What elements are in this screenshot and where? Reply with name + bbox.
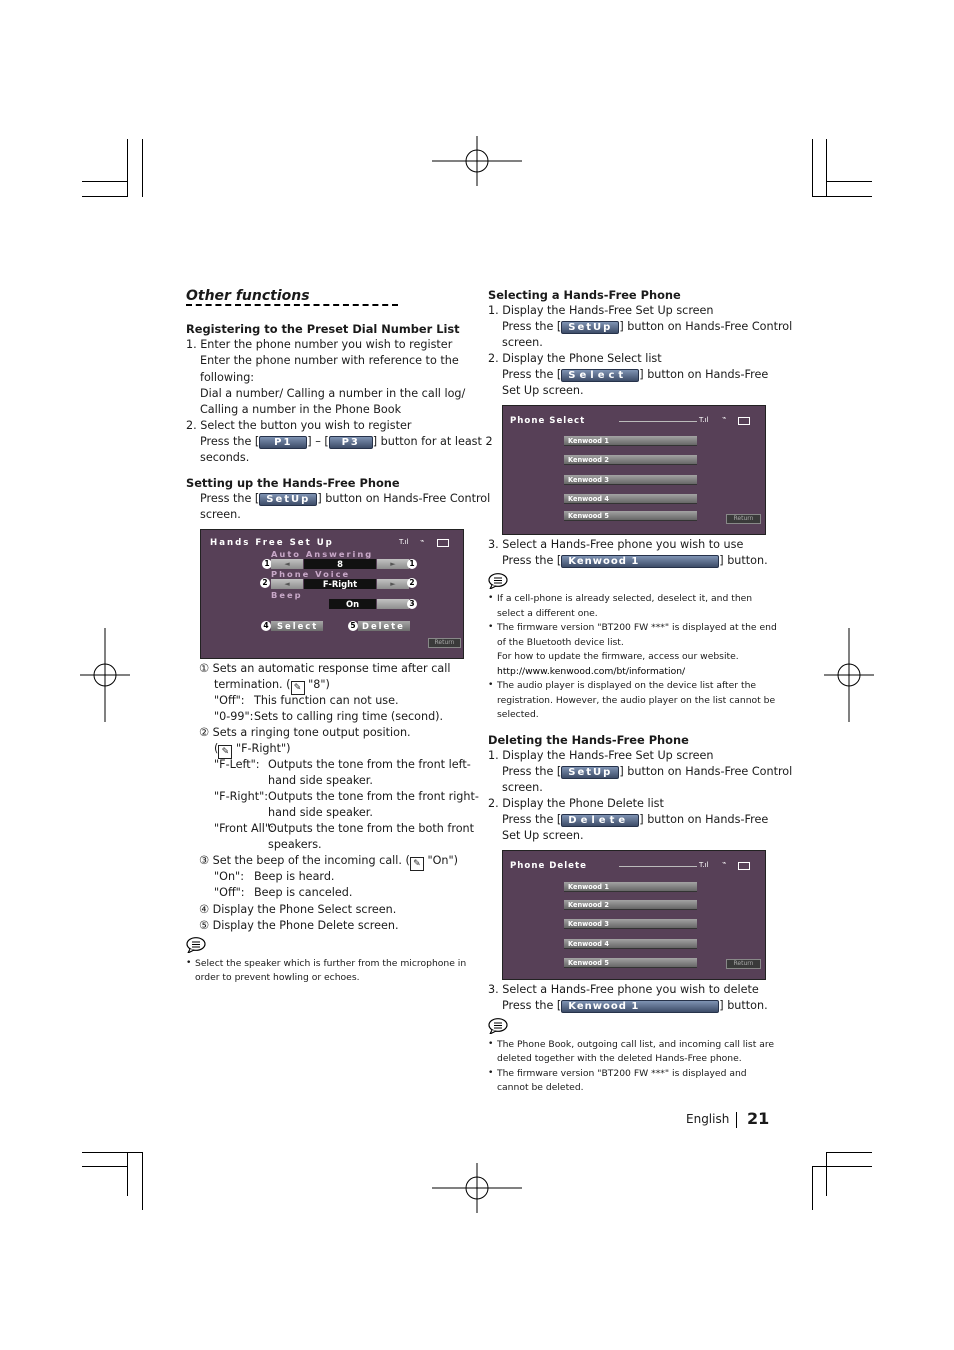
select-note1-line2: select a different one. — [497, 608, 598, 619]
footer-language: English — [686, 1112, 730, 1126]
phone-item-1[interactable]: Kenwood 1 — [564, 436, 697, 446]
item2-line1 — [199, 725, 411, 741]
battery-icon — [738, 417, 750, 425]
delete-step1-line1 — [502, 764, 792, 780]
item4 — [199, 902, 396, 918]
register-step2-line2: seconds. — [200, 451, 250, 464]
bluetooth-icon: ⌁ — [722, 414, 727, 422]
voice-left-arrow[interactable]: ◄ — [271, 579, 303, 589]
select-note2-line2: of the Bluetooth device list. — [497, 637, 624, 648]
screen-title: Phone Delete — [510, 861, 587, 871]
screen-title: Hands Free Set Up — [210, 538, 334, 548]
item2-fl-value2: hand side speaker. — [268, 774, 373, 787]
text: ] button on Hands-Free — [639, 368, 769, 381]
pencil-icon: ✎ — [291, 681, 305, 695]
delete-button[interactable]: Delete — [561, 814, 639, 827]
p1-button[interactable]: P1 — [259, 436, 307, 449]
register-step1: 1. Enter the phone number you wish to register — [186, 338, 453, 351]
signal-icon: T.ıl — [699, 416, 709, 424]
auto-right-arrow[interactable]: ► — [377, 559, 409, 569]
num: ③ — [199, 854, 210, 867]
pencil-icon: ✎ — [410, 857, 424, 871]
text: Press the [ — [502, 554, 562, 567]
bluetooth-icon: ⌁ — [722, 859, 727, 867]
text: ] button on Hands-Free Control — [619, 765, 793, 778]
select-note1-line1: If a cell-phone is already selected, deselect it, and then — [497, 593, 753, 604]
memo-icon — [488, 573, 508, 589]
select-heading: Selecting a Hands-Free Phone — [488, 288, 681, 302]
num: ④ — [199, 903, 210, 916]
bullet: • — [488, 679, 494, 690]
text: Press the [ — [502, 320, 562, 333]
select-step3-line1 — [502, 553, 768, 569]
phone-voice-label: Phone Voice — [271, 569, 351, 579]
num: ⑤ — [199, 919, 210, 932]
text: Set the beep of the incoming call. ( — [212, 854, 410, 867]
select-button[interactable]: Select — [271, 621, 323, 631]
register-step1-line1: Enter the phone number with reference to the — [200, 354, 459, 367]
text: Press the [ — [502, 813, 562, 826]
callout-1: 1 — [262, 559, 272, 569]
delete-step3: 3. Select a Hands-Free phone you wish to delete — [488, 983, 759, 996]
text: Press the [ — [200, 492, 260, 505]
beep-label: Beep — [271, 590, 303, 600]
setup-line2: screen. — [200, 508, 241, 521]
delete-step3-line1 — [502, 998, 768, 1014]
select-note2-line1: The firmware version "BT200 FW ***" is displayed at the end — [497, 622, 777, 633]
item1-off-key: "Off": — [214, 694, 245, 707]
kenwood-1-button[interactable]: Kenwood 1 — [561, 1000, 719, 1013]
page-number: 21 — [747, 1109, 770, 1128]
battery-icon — [738, 862, 750, 870]
title-divider — [619, 421, 697, 422]
item2-fa-value2: speakers. — [268, 838, 322, 851]
select-step3: 3. Select a Hands-Free phone you wish to use — [488, 538, 744, 551]
callout-3: 3 — [407, 599, 417, 609]
registration-mark-top — [430, 136, 524, 186]
register-step1-line3: Dial a number/ Calling a number in the call log/ — [200, 387, 466, 400]
item3-on-value: Beep is heard. — [254, 870, 335, 883]
delete-note2-line1: The firmware version "BT200 FW ***" is displayed and — [497, 1068, 747, 1079]
register-step2-line1 — [200, 434, 493, 450]
select-button[interactable]: Select — [561, 369, 639, 382]
registration-mark-right — [824, 628, 874, 722]
text: "8") — [308, 678, 330, 691]
beep-value: On — [329, 599, 376, 609]
callout-2: 2 — [260, 578, 270, 588]
item1-line1 — [199, 661, 450, 677]
text: Press the [ — [502, 368, 562, 381]
delete-heading: Deleting the Hands-Free Phone — [488, 733, 689, 747]
section-title-dashes — [186, 304, 398, 306]
footer-divider — [736, 1112, 737, 1128]
title-divider — [619, 866, 697, 867]
text: ] button. — [719, 999, 768, 1012]
bullet: • — [488, 592, 494, 603]
registration-mark-left — [80, 628, 130, 722]
callout-4: 4 — [261, 621, 271, 631]
phone-item-2[interactable]: Kenwood 2 — [564, 900, 697, 910]
register-step1-line2: following: — [200, 371, 255, 384]
register-heading: Registering to the Preset Dial Number List — [186, 322, 460, 336]
phone-item-3[interactable]: Kenwood 3 — [564, 475, 697, 485]
bullet: • — [488, 1038, 494, 1049]
battery-icon — [437, 539, 449, 547]
text: Press the [ — [502, 765, 562, 778]
delete-step1-line2: screen. — [502, 781, 543, 794]
delete-step2-line1 — [502, 812, 768, 828]
phone-item-4[interactable]: Kenwood 4 — [564, 494, 697, 504]
phone-item-4[interactable]: Kenwood 4 — [564, 939, 697, 949]
select-step1-line1 — [502, 319, 792, 335]
kenwood-1-button[interactable]: Kenwood 1 — [561, 555, 719, 568]
firmware-link[interactable]: http://www.kenwood.com/bt/information/ — [497, 666, 686, 677]
return-button[interactable]: Return — [726, 959, 761, 969]
left-note-line2: order to prevent howling or echoes. — [195, 972, 360, 983]
memo-icon — [488, 1018, 508, 1034]
phone-item-5[interactable]: Kenwood 5 — [564, 958, 697, 968]
screen-title: Phone Select — [510, 416, 586, 426]
memo-icon — [186, 937, 206, 953]
delete-note2-line2: cannot be deleted. — [497, 1082, 584, 1093]
select-step2-line2: Set Up screen. — [502, 384, 584, 397]
voice-right-arrow[interactable]: ► — [377, 579, 409, 589]
phone-select-screen — [502, 405, 766, 535]
text: ] button. — [719, 554, 768, 567]
item2-fr-value2: hand side speaker. — [268, 806, 373, 819]
setup-button[interactable]: SetUp — [561, 766, 619, 779]
register-step1-line4: Calling a number in the Phone Book — [200, 403, 402, 416]
left-note-line1: Select the speaker which is further from the microphone in — [195, 958, 467, 969]
item2-fr-value1: Outputs the tone from the front right- — [268, 790, 479, 803]
bluetooth-icon: ⌁ — [420, 537, 425, 545]
item1-099-key: "0-99": — [214, 710, 254, 723]
select-note3-line3: selected. — [497, 709, 539, 720]
item2-fl-key: "F-Left": — [214, 758, 260, 771]
text: ] button on Hands-Free Control — [619, 320, 793, 333]
text: "F-Right") — [235, 742, 291, 755]
item2-fr-key: "F-Right": — [214, 790, 268, 803]
callout-5: 5 — [348, 621, 358, 631]
auto-left-arrow[interactable]: ◄ — [271, 559, 303, 569]
item1-off-value: This function can not use. — [254, 694, 399, 707]
text: Sets an automatic response time after call — [212, 662, 451, 675]
text: Display the Phone Delete screen. — [212, 919, 399, 932]
item2-fa-key: "Front All": — [214, 822, 274, 835]
hands-free-setup-screen — [200, 529, 464, 659]
text: termination. ( — [214, 678, 291, 691]
text: ] button on Hands-Free — [639, 813, 769, 826]
setup-heading: Setting up the Hands-Free Phone — [186, 476, 400, 490]
num: ① — [199, 662, 210, 675]
p3-button[interactable]: P3 — [329, 436, 373, 449]
item1-099-value: Sets to calling ring time (second). — [254, 710, 444, 723]
select-step2: 2. Display the Phone Select list — [488, 352, 662, 365]
delete-note1-line1: The Phone Book, outgoing call list, and incoming call list are — [497, 1039, 775, 1050]
delete-note1-line2: deleted together with the deleted Hands-Free phone. — [497, 1053, 742, 1064]
delete-step2: 2. Display the Phone Delete list — [488, 797, 664, 810]
auto-answering-value: 8 — [304, 559, 376, 569]
signal-icon: T.ıl — [399, 538, 409, 546]
delete-step2-line2: Set Up screen. — [502, 829, 584, 842]
bullet: • — [186, 957, 192, 968]
text: Press the [ — [200, 435, 260, 448]
setup-line1 — [200, 491, 490, 507]
text: Display the Phone Select screen. — [212, 903, 397, 916]
setup-button[interactable]: SetUp — [561, 321, 619, 334]
item3-on-key: "On": — [214, 870, 244, 883]
bullet: • — [488, 1067, 494, 1078]
registration-mark-bottom — [430, 1163, 524, 1213]
beep-toggle[interactable] — [377, 599, 409, 609]
section-title — [186, 288, 310, 304]
phone-item-5[interactable]: Kenwood 5 — [564, 511, 697, 521]
select-step2-line1 — [502, 367, 768, 383]
setup-button[interactable]: SetUp — [259, 493, 317, 506]
bullet: • — [488, 621, 494, 632]
select-note3-line1: The audio player is displayed on the device list after the — [497, 680, 757, 691]
register-step2: 2. Select the button you wish to register — [186, 419, 412, 432]
phone-item-3[interactable]: Kenwood 3 — [564, 919, 697, 929]
item5 — [199, 918, 399, 934]
text: ( — [214, 742, 219, 755]
delete-step1: 1. Display the Hands-Free Set Up screen — [488, 749, 714, 762]
signal-icon: T.ıl — [699, 861, 709, 869]
auto-answering-label: Auto Answering — [271, 549, 374, 559]
return-button[interactable]: Return — [726, 514, 761, 524]
text: ] button on Hands-Free Control — [317, 492, 491, 505]
phone-item-2[interactable]: Kenwood 2 — [564, 455, 697, 465]
text: ] button for at least 2 — [372, 435, 493, 448]
item3-off-key: "Off": — [214, 886, 245, 899]
text: Press the [ — [502, 999, 562, 1012]
select-note2-line3: For how to update the firmware, access our website. — [497, 651, 739, 662]
phone-item-1[interactable]: Kenwood 1 — [564, 882, 697, 892]
select-step1-line2: screen. — [502, 336, 543, 349]
num: ② — [199, 726, 210, 739]
item2-fl-value1: Outputs the tone from the front left- — [268, 758, 471, 771]
phone-voice-value: F-Right — [304, 579, 376, 589]
text: Sets a ringing tone output position. — [212, 726, 411, 739]
item2-fa-value1: Outputs the tone from the both front — [268, 822, 475, 835]
delete-button[interactable]: Delete — [358, 621, 410, 631]
section-title-text: Other functions — [186, 288, 310, 304]
callout-2-right: 2 — [407, 578, 417, 588]
pencil-icon: ✎ — [218, 745, 232, 759]
text: "On") — [427, 854, 458, 867]
select-note3-line2: registration. However, the audio player on the list cannot be — [497, 695, 776, 706]
select-step1: 1. Display the Hands-Free Set Up screen — [488, 304, 714, 317]
callout-1-right: 1 — [407, 559, 417, 569]
return-button[interactable]: Return — [428, 638, 461, 648]
phone-delete-screen — [502, 850, 766, 980]
text: ] – [ — [307, 435, 329, 448]
item3-off-value: Beep is canceled. — [254, 886, 353, 899]
